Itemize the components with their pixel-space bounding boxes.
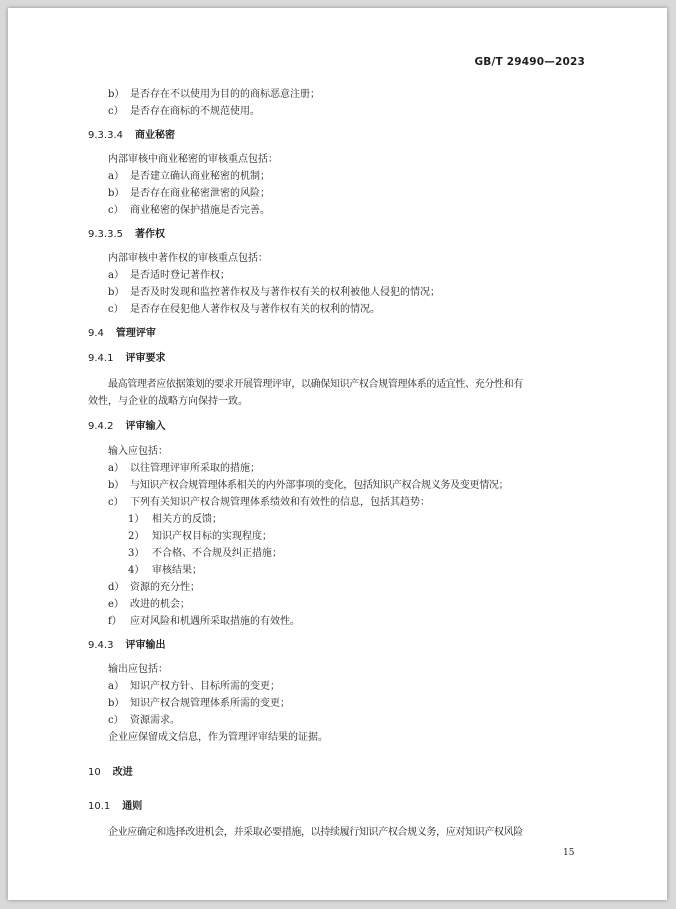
- section-number: 9.4.1: [88, 353, 114, 364]
- page-number: 15: [563, 848, 575, 858]
- list-text: 与知识产权合规管理体系相关的内外部事项的变化，包括知识产权合规义务及变更情况；: [130, 480, 509, 491]
- section-number: 10: [88, 767, 101, 778]
- list-text: 是否适时登记著作权；: [130, 270, 230, 281]
- list-marker: b）: [108, 188, 125, 199]
- list-item: [108, 105, 260, 119]
- list-text: 以往管理评审所采取的措施；: [130, 463, 260, 474]
- section-heading: [88, 766, 133, 780]
- list-text: 下列有关知识产权合规管理体系绩效和有效性的信息，包括其趋势：: [130, 497, 430, 508]
- list-item: [108, 204, 270, 218]
- list-text: 是否及时发现和监控著作权及与著作权有关的权利被他人侵犯的情况；: [130, 287, 440, 298]
- paragraph: 最高管理者应依据策划的要求开展管理评审，以确保知识产权合规管理体系的适宜性、充分性和有: [108, 379, 523, 390]
- list-text: 是否存在侵犯他人著作权及与著作权有关的权利的情况。: [130, 304, 380, 315]
- list-item: [108, 269, 230, 283]
- list-text: 是否存在商业秘密泄密的风险；: [130, 188, 270, 199]
- list-item: [108, 697, 290, 711]
- section-heading: [88, 639, 165, 653]
- list-text: 相关方的反馈；: [152, 514, 222, 525]
- list-item: [108, 88, 320, 102]
- list-item: [108, 615, 300, 629]
- list-text: 不合格、不合规及纠正措施；: [152, 548, 282, 559]
- document-page: [8, 8, 667, 900]
- list-text: 应对风险和机遇所采取措施的有效性。: [130, 616, 300, 627]
- list-marker: b）: [108, 287, 125, 298]
- paragraph: 企业应确定和选择改进机会，并采取必要措施，以持续履行知识产权合规义务，应对知识产权风险: [108, 827, 523, 838]
- list-text: 知识产权方针、目标所需的变更；: [130, 681, 280, 692]
- list-marker: c）: [108, 715, 124, 726]
- section-number: 9.3.3.4: [88, 130, 123, 141]
- list-item: [108, 598, 190, 612]
- list-item: [108, 680, 280, 694]
- list-text: 知识产权合规管理体系所需的变更；: [130, 698, 290, 709]
- sub-list-item: [128, 513, 222, 527]
- list-marker: b）: [108, 698, 125, 709]
- paragraph: 输入应包括：: [108, 446, 168, 457]
- section-number: 9.4.3: [88, 640, 114, 651]
- list-item: [108, 187, 270, 201]
- list-marker: c）: [108, 205, 124, 216]
- section-heading: [88, 327, 156, 341]
- list-marker: c）: [108, 497, 124, 508]
- sub-list-item: [128, 547, 282, 561]
- list-marker: d）: [108, 582, 125, 593]
- list-marker: e）: [108, 599, 124, 610]
- list-text: 改进的机会；: [130, 599, 190, 610]
- section-number: 9.4.2: [88, 421, 114, 432]
- section-title: 通则: [122, 801, 143, 812]
- list-marker: a）: [108, 463, 124, 474]
- list-marker: a）: [108, 270, 124, 281]
- sub-list-item: [128, 564, 202, 578]
- section-title: 评审输入: [125, 421, 166, 432]
- section-title: 评审要求: [125, 353, 166, 364]
- paragraph: 内部审核中商业秘密的审核重点包括：: [108, 154, 278, 165]
- list-item: [108, 303, 380, 317]
- list-item: [108, 462, 260, 476]
- list-item: [108, 479, 508, 493]
- list-text: 资源的充分性；: [130, 582, 200, 593]
- paragraph: 输出应包括：: [108, 664, 168, 675]
- list-item: [108, 170, 270, 184]
- section-heading: [88, 420, 165, 434]
- list-marker: 2）: [128, 531, 145, 542]
- list-marker: f）: [108, 616, 122, 627]
- list-text: 资源需求。: [130, 715, 180, 726]
- list-marker: b）: [108, 89, 125, 100]
- list-marker: c）: [108, 304, 124, 315]
- list-marker: c）: [108, 106, 124, 117]
- list-marker: 3）: [128, 548, 145, 559]
- section-title: 著作权: [135, 229, 165, 240]
- list-marker: 4）: [128, 565, 145, 576]
- paragraph: 内部审核中著作权的审核重点包括：: [108, 253, 268, 264]
- list-marker: 1）: [128, 514, 145, 525]
- sub-list-item: [128, 530, 272, 544]
- standard-number: GB/T 29490—2023: [474, 56, 585, 68]
- section-number: 10.1: [88, 801, 111, 812]
- list-marker: b）: [108, 480, 124, 491]
- section-heading: [88, 352, 165, 366]
- section-heading: [88, 800, 142, 814]
- section-heading: [88, 129, 175, 143]
- list-text: 是否存在商标的不规范使用。: [130, 106, 260, 117]
- list-text: 商业秘密的保护措施是否完善。: [130, 205, 270, 216]
- list-item: [108, 581, 200, 595]
- list-text: 是否建立确认商业秘密的机制；: [130, 171, 270, 182]
- list-item: [108, 496, 430, 510]
- paragraph: 效性，与企业的战略方向保持一致。: [88, 396, 248, 407]
- list-marker: a）: [108, 171, 124, 182]
- section-title: 评审输出: [125, 640, 166, 651]
- section-title: 商业秘密: [135, 130, 175, 141]
- list-item: [108, 714, 180, 728]
- list-text: 知识产权目标的实现程度；: [152, 531, 272, 542]
- section-title: 管理评审: [115, 328, 156, 339]
- list-item: [108, 286, 440, 300]
- section-heading: [88, 228, 165, 242]
- section-title: 改进: [112, 767, 133, 778]
- list-marker: a）: [108, 681, 124, 692]
- section-number: 9.3.3.5: [88, 229, 123, 240]
- paragraph: 企业应保留成文信息，作为管理评审结果的证据。: [108, 732, 328, 743]
- list-text: 审核结果；: [152, 565, 202, 576]
- section-number: 9.4: [88, 328, 104, 339]
- list-text: 是否存在不以使用为目的的商标恶意注册；: [130, 89, 320, 100]
